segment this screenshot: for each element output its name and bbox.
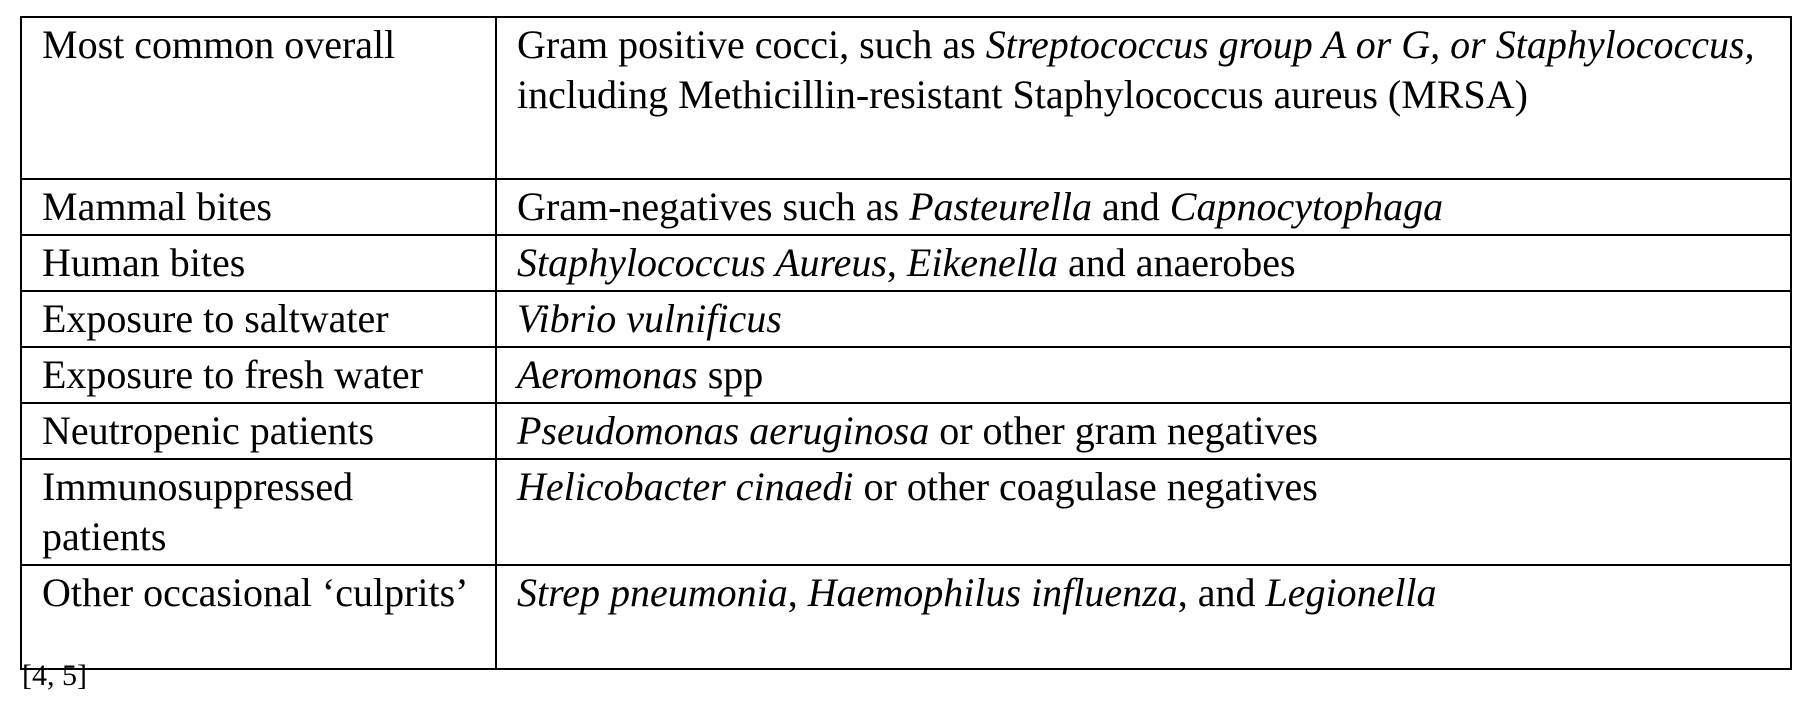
table-row <box>21 565 1791 669</box>
row-description <box>496 459 1791 565</box>
description-text: and anaerobes <box>1057 240 1296 285</box>
description-italic-text: Vibrio vulnificus <box>517 296 782 341</box>
row-description <box>496 565 1791 669</box>
row-description <box>496 403 1791 459</box>
description-text: including Methicillin-resistant Staphylococcus aureus (MRSA) <box>517 72 1528 117</box>
description-text: spp <box>697 352 764 397</box>
row-label: Mammal bites <box>21 179 496 235</box>
description-italic-text: Staphylococcus Aureus <box>517 240 887 285</box>
row-label: Neutropenic patients <box>21 403 496 459</box>
description-italic-text: Legionella <box>1265 570 1437 615</box>
description-text: and <box>1092 184 1170 229</box>
row-label: Immunosuppressed patients <box>21 459 496 565</box>
row-description <box>496 291 1791 347</box>
reference-citation: [4, 5] <box>22 659 87 692</box>
row-label: Most common overall <box>21 17 496 179</box>
row-label: Exposure to fresh water <box>21 347 496 403</box>
description-text: or other gram negatives <box>929 408 1318 453</box>
description-italic-text: Eikenella <box>906 240 1058 285</box>
description-text: Gram positive cocci, such as <box>517 22 986 67</box>
table-row <box>21 291 1791 347</box>
table-row <box>21 17 1791 179</box>
table-row <box>21 347 1791 403</box>
description-italic-text: Aeromonas <box>517 352 698 397</box>
description-italic-text: Streptococcus group A or G, or Staphylococcus, <box>985 22 1755 67</box>
table-row <box>21 459 1791 565</box>
row-label: Human bites <box>21 235 496 291</box>
table-row <box>21 403 1791 459</box>
table-row <box>21 235 1791 291</box>
row-description <box>496 17 1791 179</box>
description-italic-text: Pasteurella <box>909 184 1093 229</box>
description-italic-text: Strep pneumonia <box>517 570 788 615</box>
description-text: , <box>886 240 907 285</box>
description-italic-text: Haemophilus influenza <box>807 570 1178 615</box>
pathogen-table-container <box>20 16 1790 670</box>
description-text: or other coagulase negatives <box>853 464 1318 509</box>
description-italic-text: Pseudomonas aeruginosa <box>517 408 930 453</box>
description-italic-text: Helicobacter cinaedi <box>517 464 854 509</box>
pathogen-table <box>20 16 1792 670</box>
description-text: , and <box>1177 570 1266 615</box>
row-label: Other occasional ‘culprits’ <box>21 565 496 669</box>
row-description <box>496 347 1791 403</box>
description-italic-text: Capnocytophaga <box>1169 184 1444 229</box>
description-text: , <box>787 570 808 615</box>
row-label: Exposure to saltwater <box>21 291 496 347</box>
description-text: Gram-negatives such as <box>517 184 910 229</box>
row-description <box>496 179 1791 235</box>
row-description <box>496 235 1791 291</box>
table-row <box>21 179 1791 235</box>
